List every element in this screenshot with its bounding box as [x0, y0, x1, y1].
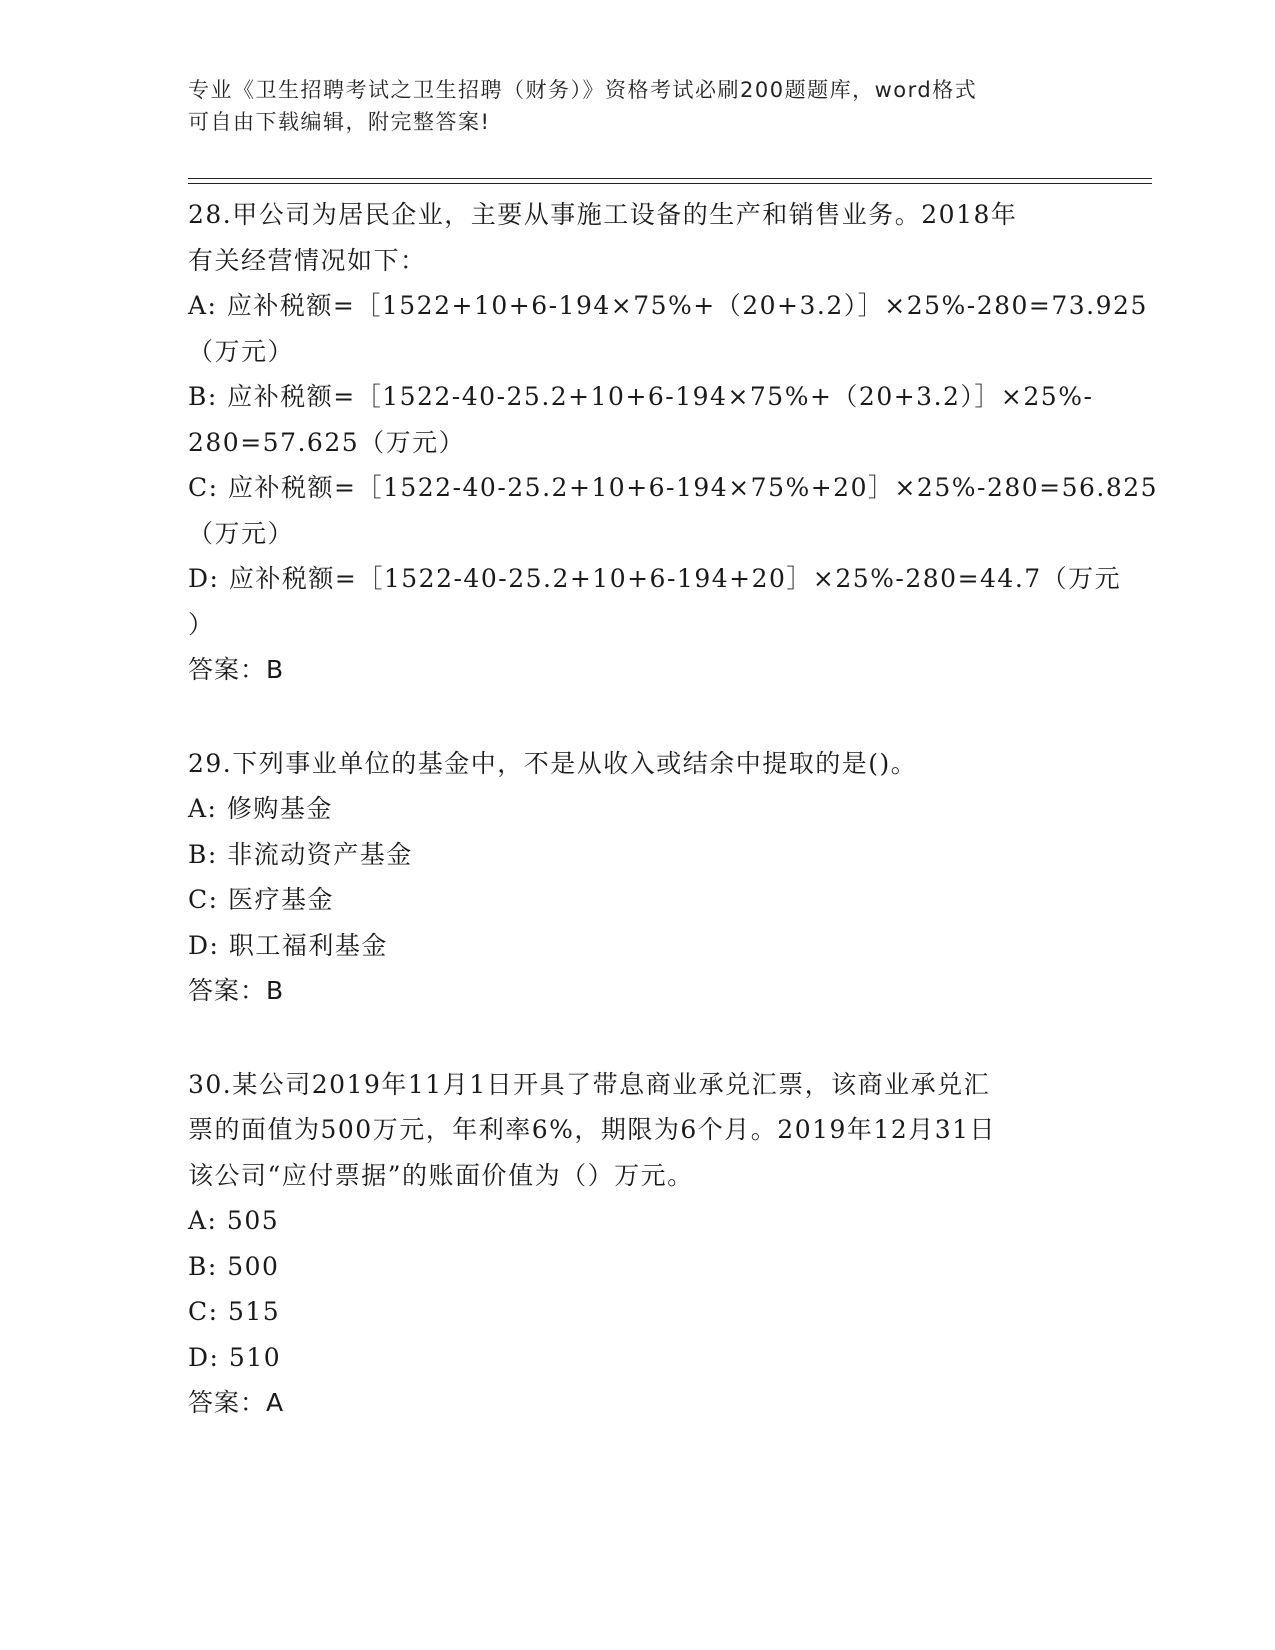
- answer: 答案：B: [188, 976, 285, 1005]
- option-a: A: 修购基金: [188, 794, 333, 823]
- answer: 答案：B: [188, 655, 285, 684]
- option-b: B: 应补税额=［1522-40-25.2+10+6-194×75%+（20+3.2）］×25%-: [188, 382, 1094, 411]
- option-b: B: 500: [188, 1251, 280, 1281]
- option-a: A: 应补税额=［1522+10+6-194×75%+（20+3.2）］×25%-280=73.925: [188, 291, 1148, 320]
- question-line: 28.甲公司为居民企业，主要从事施工设备的生产和销售业务。2018年: [188, 200, 1018, 229]
- option-d-cont: ）: [188, 609, 215, 639]
- header-divider: [188, 178, 1152, 179]
- option-c: C: 医疗基金: [188, 885, 334, 914]
- option-d: D: 应补税额=［1522-40-25.2+10+6-194+20］×25%-280=44.7（万元: [188, 564, 1122, 593]
- question-line: 29.下列事业单位的基金中，不是从收入或结余中提取的是()。: [188, 748, 918, 778]
- option-b: B: 非流动资产基金: [188, 839, 413, 869]
- question-line: 30.某公司2019年11月1日开具了带息商业承兑汇票，该商业承兑汇: [188, 1069, 991, 1099]
- question-line: 票的面值为500万元，年利率6%，期限为6个月。2019年12月31日: [188, 1115, 997, 1144]
- question-28: [188, 192, 1159, 693]
- question-29: [188, 741, 1088, 1014]
- document-header: [188, 74, 1088, 138]
- answer: 答案：A: [188, 1388, 285, 1417]
- option-c-cont: （万元）: [188, 518, 295, 548]
- option-d: D: 职工福利基金: [188, 930, 388, 960]
- option-c: C: 应补税额=［1522-40-25.2+10+6-194×75%+20］×25%-280=56.825: [188, 473, 1159, 502]
- option-c: C: 515: [188, 1297, 281, 1326]
- option-a: A: 505: [188, 1206, 280, 1235]
- question-30: [188, 1062, 1088, 1426]
- header-line: 可自由下载编辑，附完整答案!: [188, 110, 491, 134]
- option-b-cont: 280=57.625（万元）: [188, 427, 466, 457]
- header-line: 专业《卫生招聘考试之卫生招聘（财务）》资格考试必刷200题题库，word格式: [188, 78, 978, 102]
- option-a-cont: （万元）: [188, 336, 295, 366]
- header-divider: [188, 183, 1152, 184]
- question-line: 有关经营情况如下：: [188, 245, 427, 275]
- question-list: [188, 192, 1159, 1474]
- question-line: 该公司“应付票据”的账面价值为（）万元。: [188, 1160, 694, 1190]
- option-d: D: 510: [188, 1342, 282, 1372]
